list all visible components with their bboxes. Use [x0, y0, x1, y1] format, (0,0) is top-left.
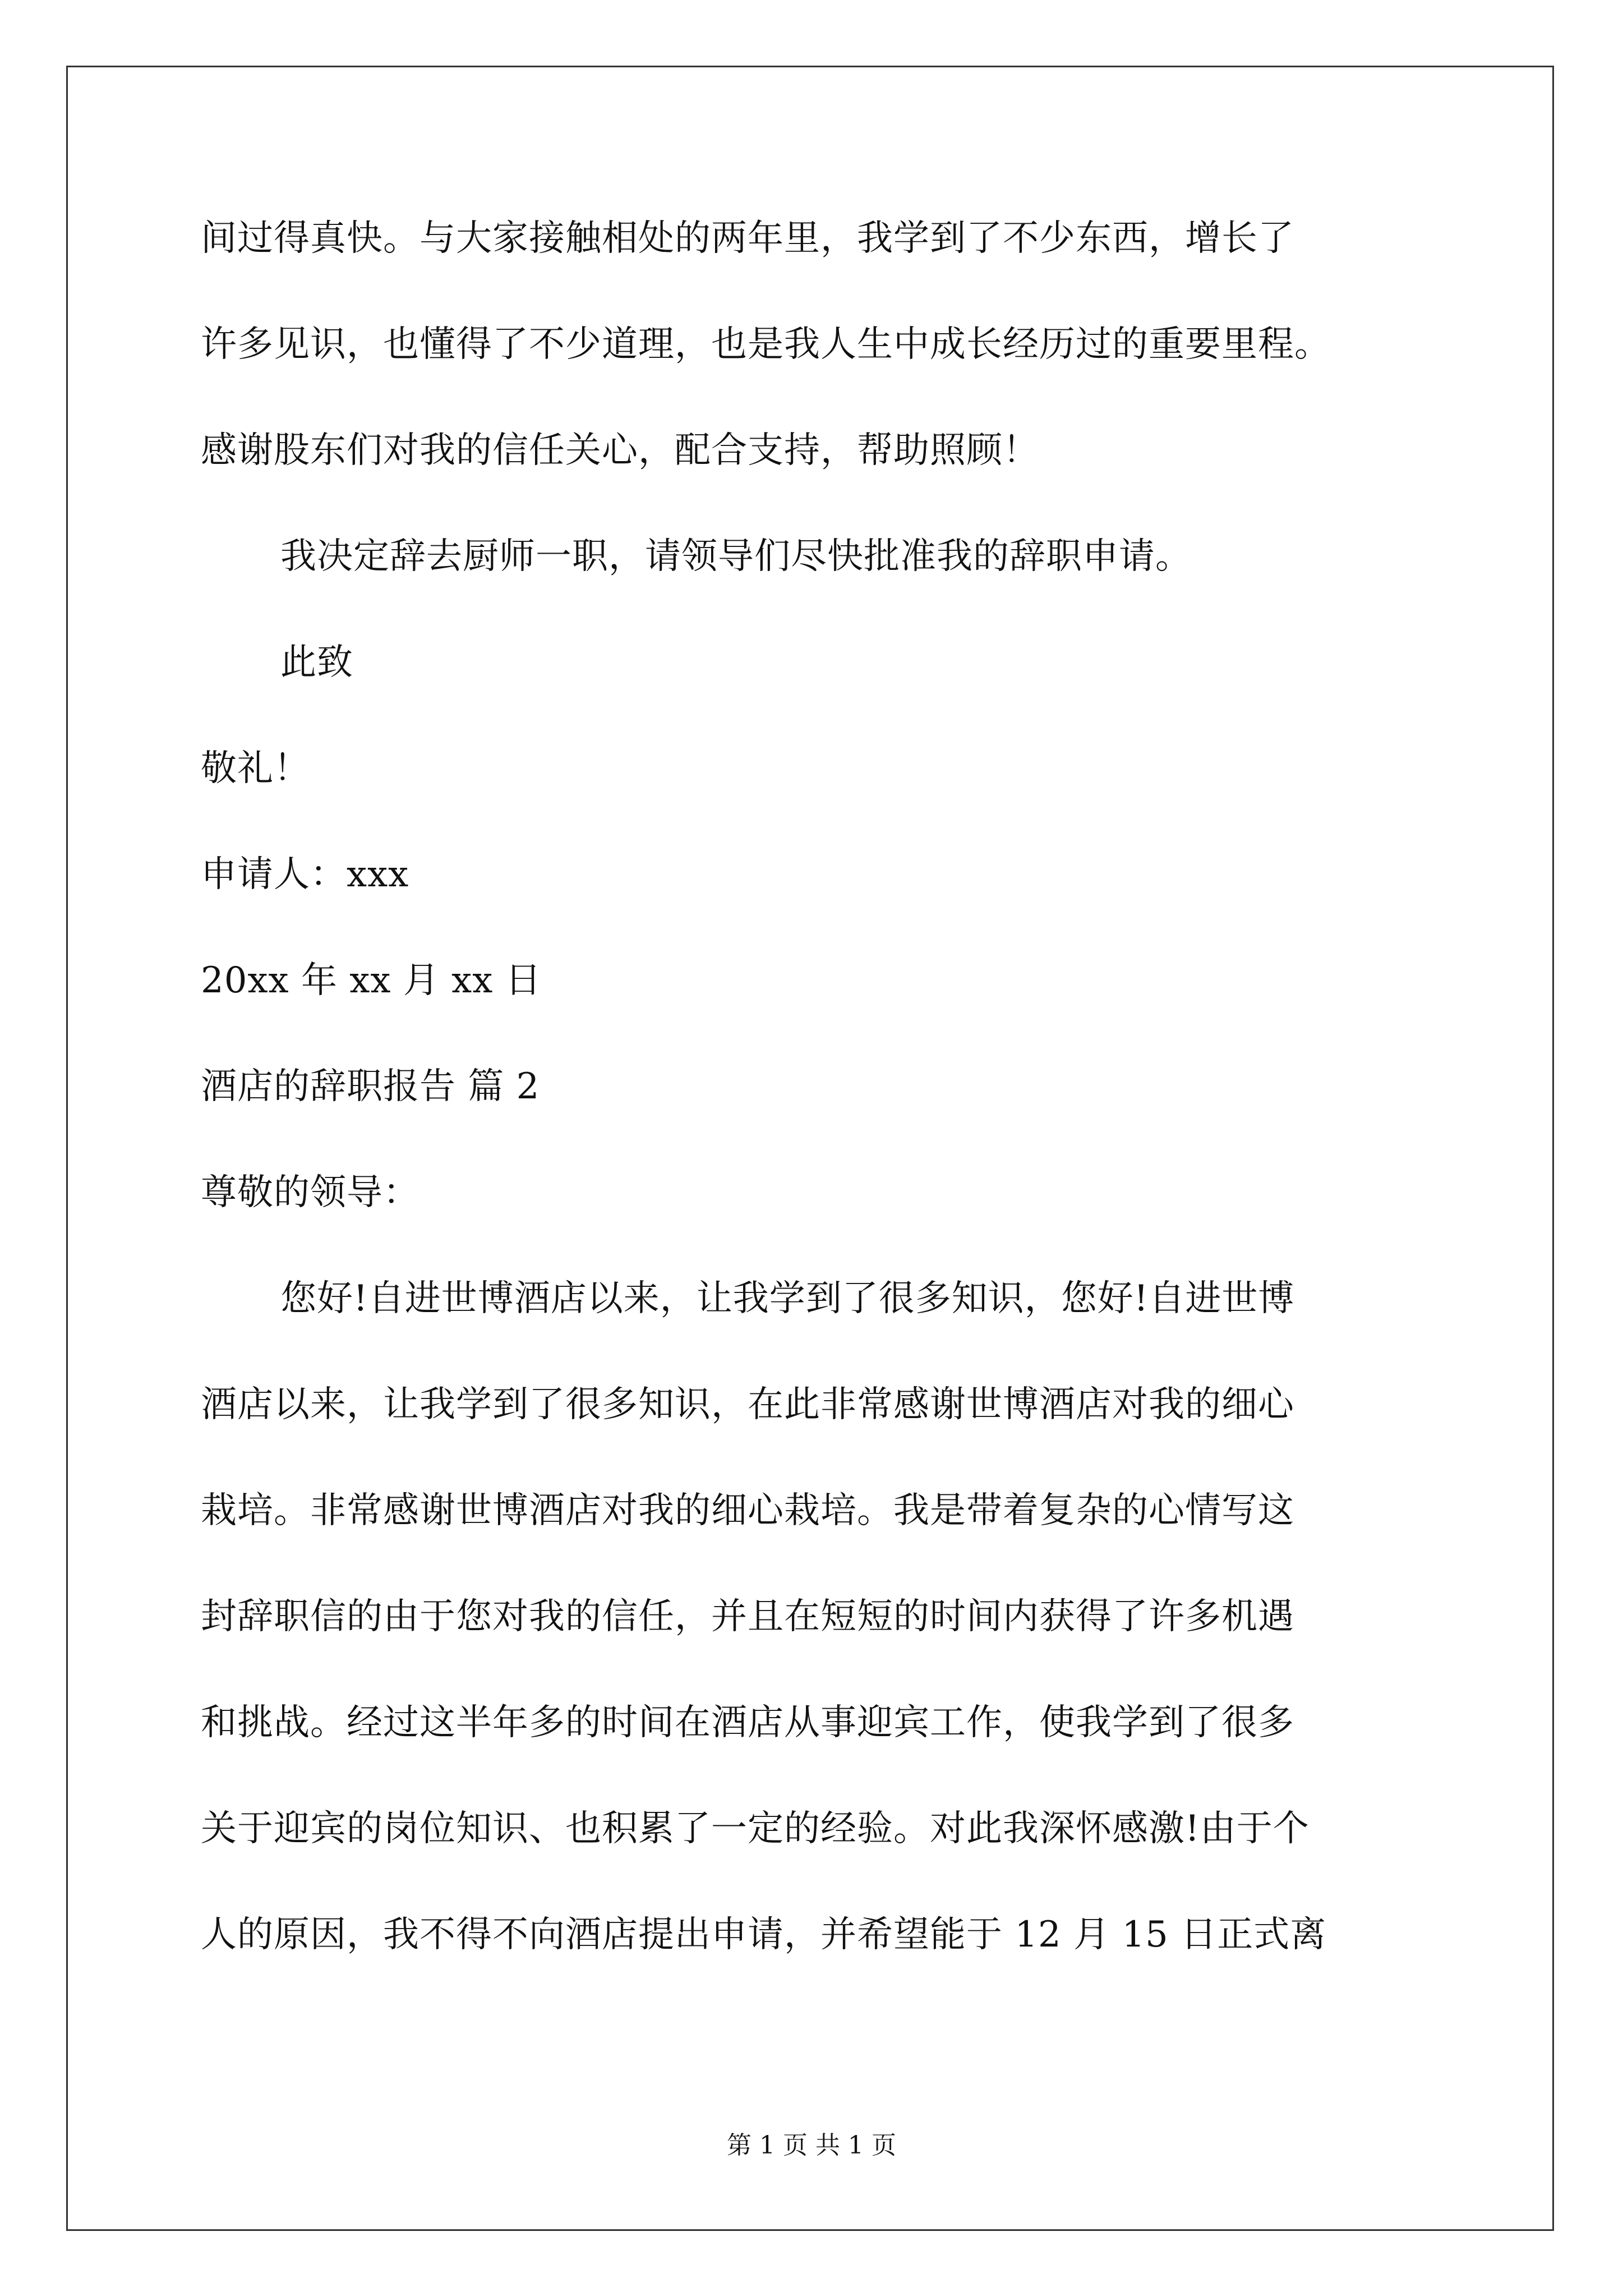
page-number-footer: 第 1 页 共 1 页	[727, 2131, 896, 2160]
date-line: 20xx 年 xx 月 xx 日	[201, 960, 542, 1001]
document-body	[201, 210, 1435, 2013]
text-line: 我决定辞去厨师一职，请领导们尽快批准我的辞职申请。	[280, 536, 1192, 577]
text-line: 您好!自进世博酒店以来，让我学到了很多知识，您好!自进世博	[280, 1278, 1295, 1319]
text-line: 间过得真快。与大家接触相处的两年里，我学到了不少东西，增长了	[201, 218, 1294, 259]
text-line: 封辞职信的由于您对我的信任，并且在短短的时间内获得了许多机遇	[201, 1596, 1294, 1637]
closing-salutation: 此致	[280, 642, 353, 683]
applicant-line: 申请人：xxx	[201, 854, 409, 895]
text-line: 感谢股东们对我的信任关心，配合支持，帮助照顾！	[201, 430, 1039, 471]
section-heading: 酒店的辞职报告 篇 2	[201, 1066, 540, 1107]
text-line: 关于迎宾的岗位知识、也积累了一定的经验。对此我深怀感激!由于个	[201, 1808, 1310, 1849]
text-line: 酒店以来，让我学到了很多知识，在此非常感谢世博酒店对我的细心	[201, 1384, 1294, 1425]
text-line: 栽培。非常感谢世博酒店对我的细心栽培。我是带着复杂的心情写这	[201, 1490, 1294, 1531]
greeting-line: 尊敬的领导：	[201, 1172, 419, 1213]
text-line: 和挑战。经过这半年多的时间在酒店从事迎宾工作，使我学到了很多	[201, 1702, 1294, 1743]
text-line: 人的原因，我不得不向酒店提出申请，并希望能于 12 月 15 日正式离	[201, 1914, 1327, 1955]
closing-respect: 敬礼！	[201, 748, 310, 789]
text-line: 许多见识，也懂得了不少道理，也是我人生中成长经历过的重要里程。	[201, 324, 1331, 365]
